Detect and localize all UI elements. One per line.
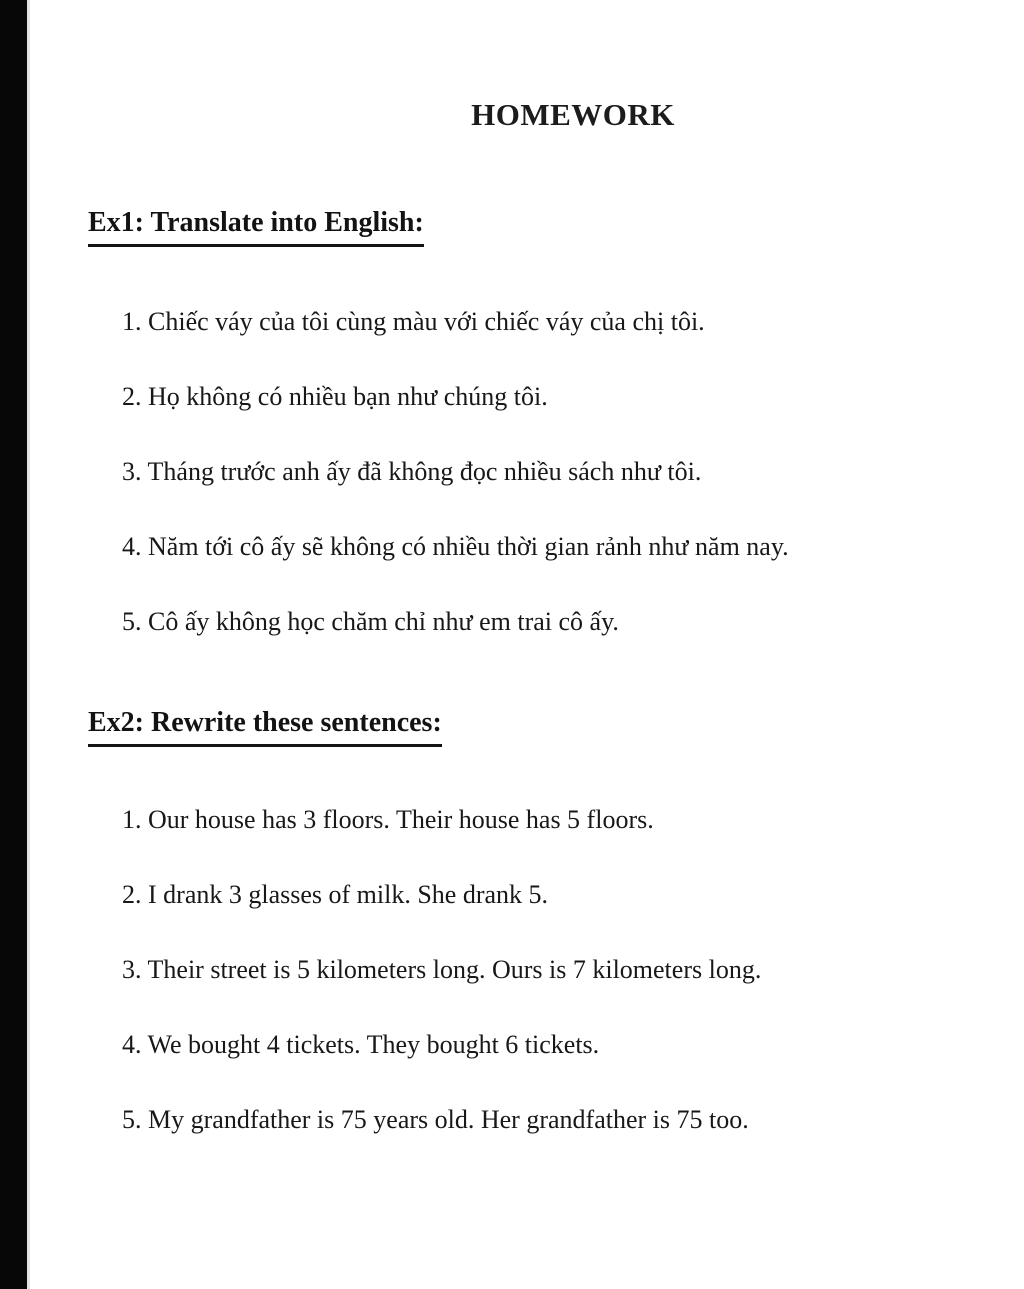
list-item: 2. I drank 3 glasses of milk. She drank 5. [122, 880, 549, 909]
exercise-2-heading [88, 705, 1024, 747]
exercise-2-heading-text: Ex2: Rewrite these sentences: [88, 705, 442, 747]
list-item: 4. We bought 4 tickets. They bought 6 tickets. [122, 1030, 600, 1059]
list-item: 5. My grandfather is 75 years old. Her grandfather is 75 too. [122, 1105, 749, 1134]
list-item: 1. Chiếc váy của tôi cùng màu với chiếc váy của chị tôi. [122, 307, 705, 336]
exercise-2-list [30, 803, 1024, 1137]
document-page [30, 0, 1024, 1137]
exercise-2-section [30, 705, 1024, 1137]
exercise-1-list [30, 305, 1024, 639]
scan-border-left [0, 0, 27, 1289]
list-item: 2. Họ không có nhiều bạn như chúng tôi. [122, 382, 548, 411]
list-item: 1. Our house has 3 floors. Their house has 5 floors. [122, 805, 654, 834]
exercise-1-heading [88, 205, 1024, 247]
list-item: 3. Their street is 5 kilometers long. Ours is 7 kilometers long. [122, 955, 762, 984]
page-title: HOMEWORK [471, 97, 675, 132]
list-item: 5. Cô ấy không học chăm chỉ như em trai cô ấy. [122, 607, 619, 636]
list-item: 4. Năm tới cô ấy sẽ không có nhiều thời gian rảnh như năm nay. [122, 532, 789, 561]
exercise-1-heading-text: Ex1: Translate into English: [88, 205, 424, 247]
exercise-1-section [30, 205, 1024, 639]
list-item: 3. Tháng trước anh ấy đã không đọc nhiều sách như tôi. [122, 457, 702, 486]
